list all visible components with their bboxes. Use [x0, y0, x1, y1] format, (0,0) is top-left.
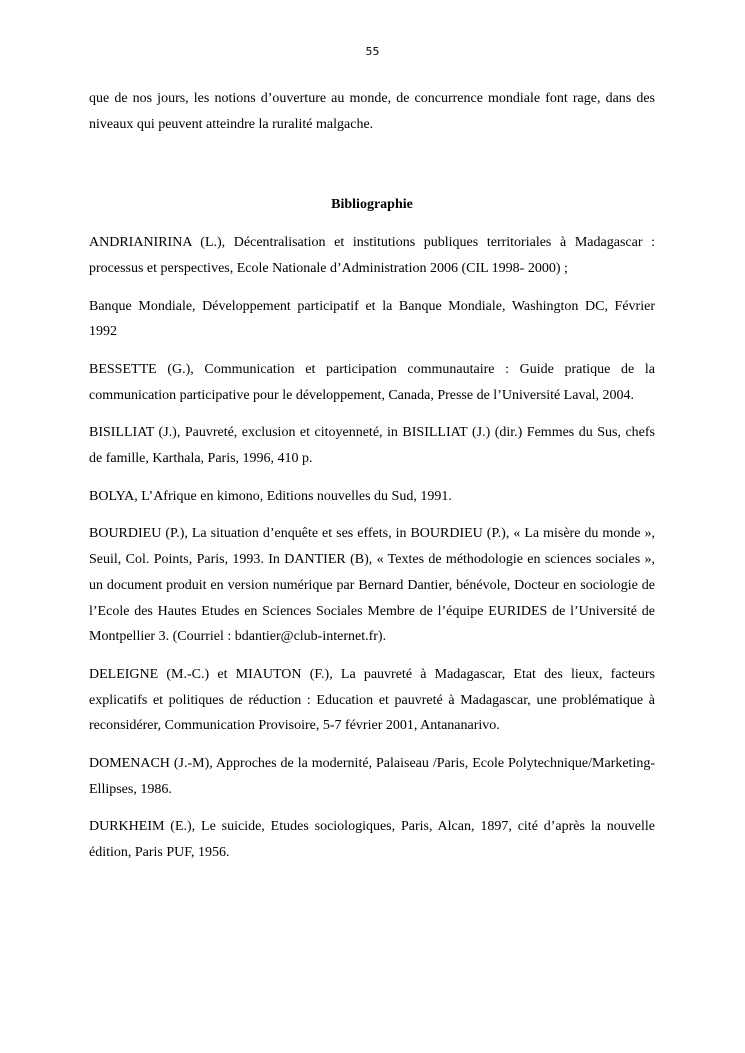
- bibliography-entry: BOURDIEU (P.), La situation d’enquête et ses effets, in BOURDIEU (P.), « La misère du monde », Seuil, Col. Points, Paris, 1993. In DANTIER (B), « Textes de méthodologie en sciences sociales », un document produit en version numérique par Bernard Dantier, bénévole, Docteur en sociologie de l’Ecole des Hautes Etudes en Sciences Sociales Membre de l’équipe EURIDES de l’Université de Montpellier 3. (Courriel : bdantier@club-internet.fr).: [89, 526, 655, 645]
- bibliography-entry: DURKHEIM (E.), Le suicide, Etudes sociologiques, Paris, Alcan, 1897, cité d’après la nouvelle édition, Paris PUF, 1956.: [89, 819, 655, 861]
- bibliography-entry: BISILLIAT (J.), Pauvreté, exclusion et citoyenneté, in BISILLIAT (J.) (dir.) Femmes du Sus, chefs de famille, Karthala, Paris, 1996, 410 p.: [89, 425, 655, 467]
- bibliography-entry: BOLYA, L’Afrique en kimono, Editions nouvelles du Sud, 1991.: [89, 488, 452, 504]
- intro-paragraph: que de nos jours, les notions d’ouverture au monde, de concurrence mondiale font rage, dans des niveaux qui peuvent atteindre la ruralité malgache.: [89, 91, 655, 132]
- bibliography-entry: Banque Mondiale, Développement participatif et la Banque Mondiale, Washington DC, Février 1992: [89, 298, 655, 340]
- bibliography-entry: ANDRIANIRINA (L.), Décentralisation et institutions publiques territoriales à Madagascar : processus et perspectives, Ecole Nationale d’Administration 2006 (CIL 1998- 2000) ;: [89, 235, 655, 276]
- bibliography-heading: Bibliographie: [331, 197, 413, 213]
- document-body: [89, 86, 655, 878]
- bibliography-entry: DELEIGNE (M.-C.) et MIAUTON (F.), La pauvreté à Madagascar, Etat des lieux, facteurs explicatifs et politiques de réduction : Education et pauvreté à Madagascar, une problématique à reconsidérer, Communication Provisoire, 5-7 février 2001, Antananarivo.: [89, 666, 655, 734]
- bibliography-entry: BESSETTE (G.), Communication et participation communautaire : Guide pratique de la communication participative pour le développement, Canada, Presse de l’Université Laval, 2004.: [89, 361, 655, 403]
- page-number: 55: [365, 45, 380, 58]
- bibliography-entry: DOMENACH (J.-M), Approches de la modernité, Palaiseau /Paris, Ecole Polytechnique/Marketing-Ellipses, 1986.: [89, 756, 655, 797]
